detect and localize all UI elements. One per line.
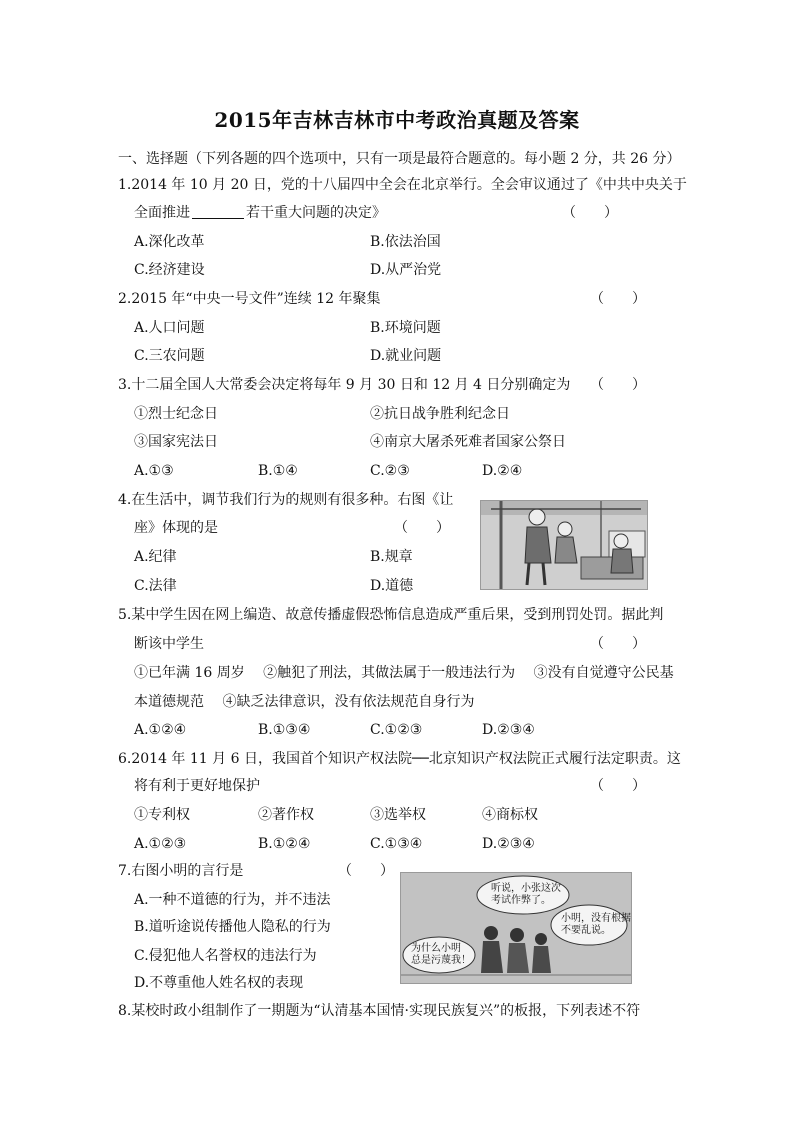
q7-answer-paren: （ ）	[338, 863, 394, 879]
q7-bubble-gossip-line1: 听说，小张这次	[491, 883, 561, 894]
q7-stem: 7.右图小明的言行是	[118, 863, 244, 879]
page-title: 2015年吉林吉林市中考政治真题及答案	[214, 108, 580, 132]
q3-stem: 3.十二届全国人大常委会决定将每年 9 月 30 日和 12 月 4 日分别确定为	[118, 377, 571, 393]
q6-option-a: A.①②③	[134, 836, 187, 852]
q5-option-d: D.②③④	[482, 722, 535, 738]
q1-option-d: D.从严治党	[370, 262, 442, 278]
q7-bubble-gossip	[491, 883, 561, 907]
q5-option-b: B.①③④	[258, 722, 311, 738]
q7-option-d: D.不尊重他人姓名权的表现	[134, 975, 304, 991]
q6-item-2: ②著作权	[258, 807, 314, 823]
q4-option-a: A.纪律	[134, 549, 177, 565]
q4-option-b: B.规章	[370, 549, 413, 565]
q3-option-d: D.②④	[482, 463, 523, 479]
q8-stem: 8.某校时政小组制作了一期题为“认清基本国情·实现民族复兴”的板报，下列表述不符	[118, 1003, 641, 1019]
q4-answer-paren: （ ）	[394, 520, 450, 536]
q3-item-1: ①烈士纪念日	[134, 406, 218, 422]
q3-answer-paren: （ ）	[590, 377, 646, 393]
q6-answer-paren: （ ）	[590, 778, 646, 794]
q4-stem-line1: 4.在生活中，调节我们行为的规则有很多种。右图《让	[118, 492, 454, 508]
q7-bubble-advice-line2: 不要乱说。	[561, 925, 611, 936]
q5-stem-line2: 断该中学生	[134, 636, 204, 652]
q6-item-3: ③选举权	[370, 807, 426, 823]
q7-bubble-complaint-line1: 为什么小明	[411, 943, 461, 954]
q6-item-1: ①专利权	[134, 807, 190, 823]
q1-option-c: C.经济建设	[134, 262, 205, 278]
q7-option-c: C.侵犯他人名誉权的违法行为	[134, 948, 317, 964]
q6-option-b: B.①②④	[258, 836, 311, 852]
q1-stem-line2	[134, 204, 386, 222]
q7-bubble-advice	[561, 913, 631, 937]
q6-option-c: C.①③④	[370, 836, 423, 852]
q2-option-c: C.三农问题	[134, 348, 205, 364]
q1-option-a: A.深化改革	[134, 234, 205, 250]
q4-illustration-drawing	[481, 501, 647, 589]
q7-bubble-complaint	[411, 943, 471, 967]
q2-option-a: A.人口问题	[134, 320, 205, 336]
q7-option-a: A.一种不道德的行为，并不违法	[134, 892, 331, 908]
q4-seat-giving-illustration	[480, 500, 648, 590]
q3-option-b: B.①④	[258, 463, 298, 479]
q4-stem-line2: 座》体现的是	[134, 520, 218, 536]
q4-option-c: C.法律	[134, 578, 177, 594]
q1-stem-part-a: 全面推进	[134, 205, 190, 221]
q7-bubble-advice-line1: 小明，没有根据	[561, 913, 631, 924]
q1-answer-paren: （ ）	[562, 205, 618, 221]
q5-items-line1: ①已年满 16 周岁 ②触犯了刑法，其做法属于一般违法行为 ③没有自觉遵守公民基	[134, 665, 674, 681]
q6-stem-line1: 6.2014 年 11 月 6 日，我国首个知识产权法院──北京知识产权法院正式履行法定职责。这	[118, 751, 681, 767]
q5-option-a: A.①②④	[134, 722, 187, 738]
q5-option-c: C.①②③	[370, 722, 423, 738]
q1-stem-line1: 1.2014 年 10 月 20 日，党的十八届四中全会在北京举行。全会审议通过了《中共中央关于	[118, 177, 687, 193]
q1-option-b: B.依法治国	[370, 234, 441, 250]
q1-stem-part-b: 若干重大问题的决定》	[246, 205, 386, 221]
q5-stem-line1: 5.某中学生因在网上编造、故意传播虚假恐怖信息造成严重后果，受到刑罚处罚。据此判	[118, 607, 664, 623]
q2-option-b: B.环境问题	[370, 320, 441, 336]
q6-stem-line2: 将有利于更好地保护	[134, 778, 260, 794]
q7-option-b: B.道听途说传播他人隐私的行为	[134, 919, 331, 935]
q5-items-line2: 本道德规范 ④缺乏法律意识，没有依法规范自身行为	[134, 694, 475, 710]
q2-option-d: D.就业问题	[370, 348, 442, 364]
q7-bubble-gossip-line2: 考试作弊了。	[491, 895, 551, 906]
q7-gossip-illustration	[400, 872, 632, 984]
q2-answer-paren: （ ）	[590, 291, 646, 307]
q3-item-4: ④南京大屠杀死难者国家公祭日	[370, 434, 566, 450]
q5-answer-paren: （ ）	[590, 636, 646, 652]
q6-item-4: ④商标权	[482, 807, 538, 823]
q7-bubble-complaint-line2: 总是污蔑我！	[411, 955, 471, 966]
q4-option-d: D.道德	[370, 578, 414, 594]
q1-blank	[192, 218, 244, 219]
q3-option-a: A.①③	[134, 463, 174, 479]
q6-option-d: D.②③④	[482, 836, 535, 852]
q3-option-c: C.②③	[370, 463, 410, 479]
section-heading: 一、选择题（下列各题的四个选项中，只有一项是最符合题意的。每小题 2 分，共 26 分）	[118, 151, 681, 167]
q3-item-3: ③国家宪法日	[134, 434, 218, 450]
q3-item-2: ②抗日战争胜利纪念日	[370, 406, 510, 422]
q2-stem: 2.2015 年“中央一号文件”连续 12 年聚集	[118, 291, 381, 307]
